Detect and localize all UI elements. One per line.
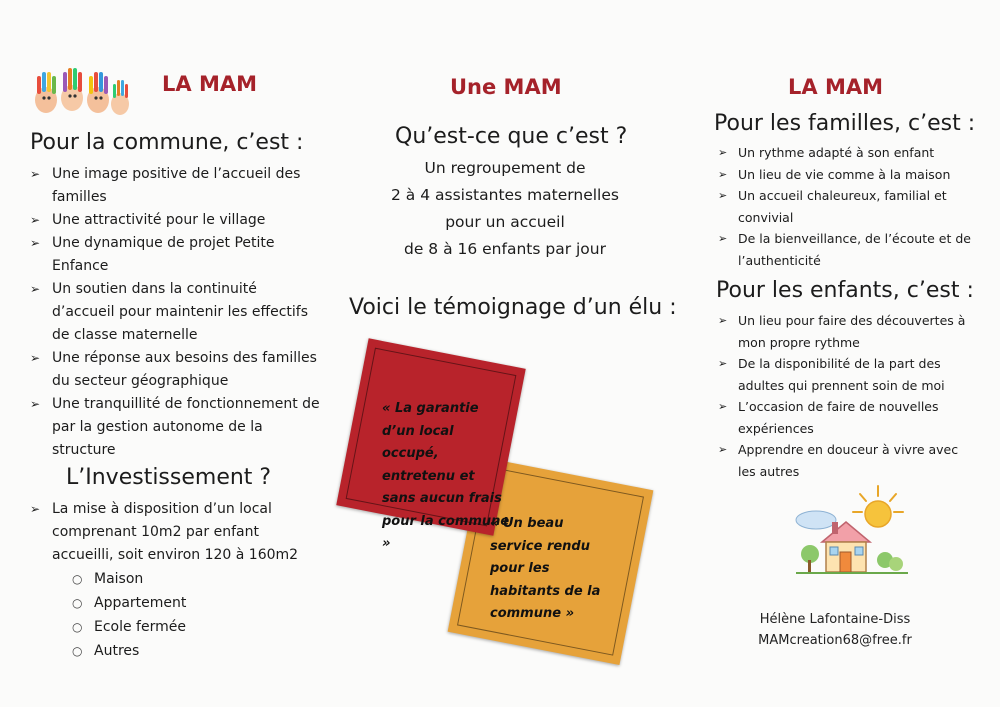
circle-bullet-icon: ○	[72, 596, 83, 610]
list-item: ○ Appartement	[72, 591, 272, 615]
list-item: ➢ Un lieu pour faire des découvertes à mon propre rythme	[718, 310, 978, 353]
circle-bullet-icon: ○	[72, 644, 83, 658]
list-item: ➢ Apprendre en douceur à vivre avec les autres	[718, 439, 978, 482]
definition-line: Un regroupement de	[424, 159, 586, 177]
list-item: ○ Maison	[72, 567, 272, 591]
question-heading: Qu’est-ce que c’est ?	[395, 124, 628, 149]
list-item: ➢ De la disponibilité de la part des adultes qui prennent soin de moi	[718, 353, 978, 396]
arrow-bullet-icon: ➢	[718, 167, 728, 181]
circle-bullet-icon: ○	[72, 620, 83, 634]
list-item: ○ Autres	[72, 639, 272, 663]
arrow-bullet-icon: ➢	[718, 232, 728, 245]
investment-list	[30, 498, 320, 567]
list-item: ➢ Un accueil chaleureux, familial et convivial	[718, 185, 978, 228]
arrow-bullet-icon: ➢	[30, 213, 41, 227]
list-item: ➢ Une réponse aux besoins des familles du secteur géographique	[30, 347, 320, 393]
signature-name: Hélène Lafontaine-Diss	[759, 612, 911, 627]
investment-heading: L’Investissement ?	[66, 465, 272, 490]
middle-title: Une MAM	[450, 75, 562, 99]
families-list	[718, 142, 978, 271]
arrow-bullet-icon: ➢	[30, 236, 41, 250]
arrow-bullet-icon: ➢	[30, 282, 41, 296]
definition-line: pour un accueil	[445, 213, 565, 231]
list-item: ➢ Une dynamique de projet Petite Enfance	[30, 232, 320, 278]
list-item: ➢ La mise à disposition d’un local comprenant 10m2 par enfant accueilli, soit environ 120 à 160m2	[30, 498, 320, 567]
list-item: ➢ L’occasion de faire de nouvelles expériences	[718, 396, 978, 439]
definition-line: de 8 à 16 enfants par jour	[403, 240, 606, 258]
arrow-bullet-icon: ➢	[30, 351, 41, 365]
commune-heading: Pour la commune, c’est :	[30, 130, 304, 155]
arrow-bullet-icon: ➢	[30, 397, 41, 411]
list-item: ➢ Un soutien dans la continuité d’accueil pour maintenir les effectifs de classe maternelle	[30, 278, 320, 347]
local-types-list	[72, 567, 272, 663]
definition-block	[345, 155, 665, 263]
families-heading: Pour les familles, c’est :	[714, 111, 976, 136]
list-item: ○ Ecole fermée	[72, 615, 272, 639]
commune-list	[30, 163, 320, 462]
list-item: ➢ Un rythme adapté à son enfant	[718, 142, 978, 164]
arrow-bullet-icon: ➢	[718, 443, 728, 456]
list-item: ➢ Une attractivité pour le village	[30, 209, 320, 232]
arrow-bullet-icon: ➢	[718, 146, 728, 159]
arrow-bullet-icon: ➢	[718, 400, 728, 413]
definition-line: 2 à 4 assistantes maternelles	[391, 186, 619, 204]
list-item: ➢ De la bienveillance, de l’écoute et de l’authenticité	[718, 228, 978, 271]
list-item: ➢ Un lieu de vie comme à la maison	[718, 164, 978, 186]
right-title: LA MAM	[788, 75, 883, 99]
left-title: LA MAM	[162, 72, 257, 96]
children-list	[718, 310, 978, 482]
signature	[730, 609, 940, 651]
arrow-bullet-icon: ➢	[30, 502, 41, 516]
circle-bullet-icon: ○	[72, 572, 83, 586]
signature-email: MAMcreation68@free.fr	[758, 633, 912, 648]
left-panel	[0, 0, 330, 707]
arrow-bullet-icon: ➢	[718, 189, 728, 202]
testimony-heading: Voici le témoignage d’un élu :	[349, 295, 677, 320]
arrow-bullet-icon: ➢	[30, 167, 41, 181]
list-item: ➢ Une image positive de l’accueil des familles	[30, 163, 320, 209]
arrow-bullet-icon: ➢	[718, 357, 728, 370]
arrow-bullet-icon: ➢	[718, 314, 728, 327]
painted-hands-illustration	[32, 62, 132, 120]
list-item: ➢ Une tranquillité de fonctionnement de par la gestion autonome de la structure	[30, 393, 320, 462]
quote-1: « La garantie d’un local occupé, entretenu et sans aucun frais pour la commune »	[382, 401, 510, 551]
right-panel	[670, 0, 1000, 707]
quote-2: « Un beau service rendu pour les habitants de la commune »	[490, 516, 601, 621]
children-heading: Pour les enfants, c’est :	[716, 278, 974, 303]
house-sun-drawing	[788, 484, 918, 584]
